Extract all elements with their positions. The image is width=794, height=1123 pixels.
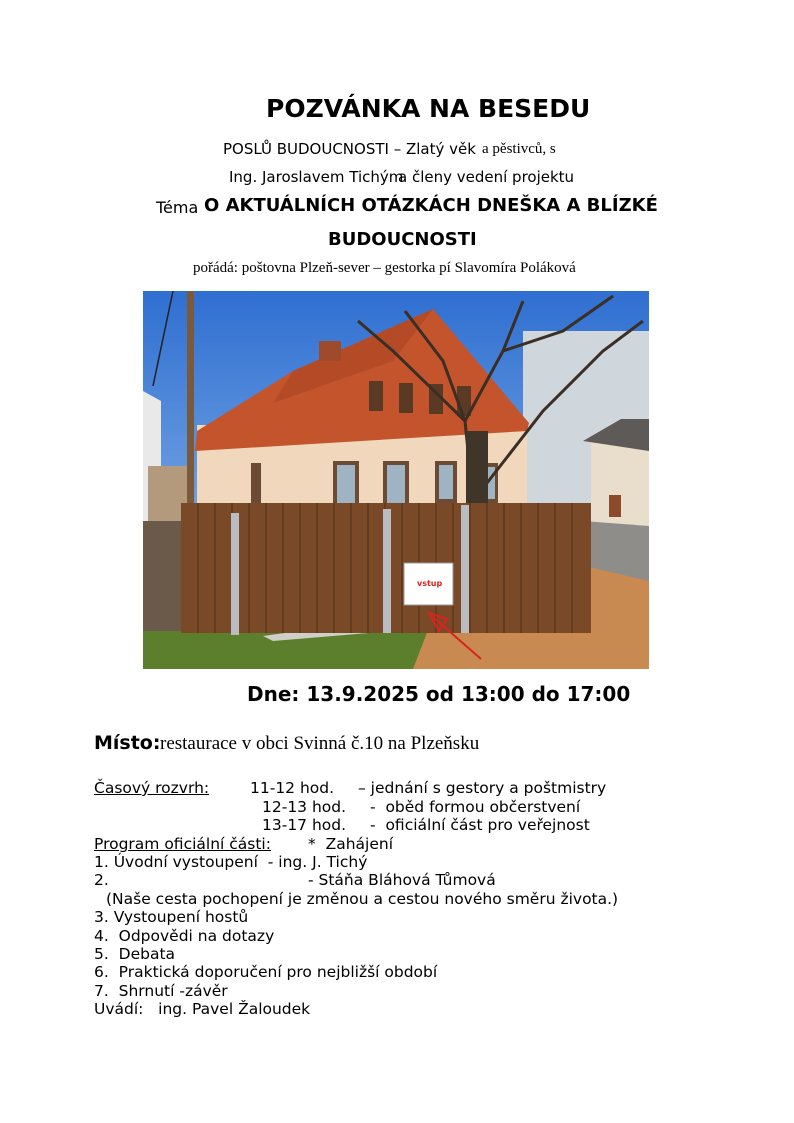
- subtitle-line: POSLŮ BUDOUCNOSTI – Zlatý věk: [223, 140, 476, 158]
- house-photo: [143, 291, 649, 669]
- schedule-time-1: 11-12 hod.: [250, 779, 335, 797]
- program-item-4: 4. Odpovědi na dotazy: [94, 927, 275, 945]
- program-item-2-note: (Naše cesta pochopení je změnou a cestou nového směru života.): [106, 890, 619, 908]
- program-item-5: 5. Debata: [94, 945, 176, 963]
- program-item-1: 1. Úvodní vystoupení - ing. J. Tichý: [94, 853, 368, 871]
- schedule-time-3: 13-17 hod.: [262, 816, 347, 834]
- schedule-label: Časový rozvrh:: [94, 779, 210, 797]
- topic-label: Téma: [156, 198, 199, 217]
- schedule-text-3: - oficiální část pro veřejnost: [370, 816, 590, 834]
- program-item-2: 2.: [94, 871, 109, 889]
- subtitle-overlap-text: a pěstivců, s: [482, 141, 556, 157]
- host-overlap-text: a členy vedení projektu: [398, 168, 575, 186]
- entrance-sign-text: vstup: [417, 579, 443, 588]
- place-label: Místo:: [94, 732, 161, 754]
- event-date: Dne: 13.9.2025 od 13:00 do 17:00: [247, 682, 631, 706]
- organizer-line: pořádá: poštovna Plzeň-sever – gestorka pí Slavomíra Poláková: [193, 260, 576, 276]
- program-item-2-speaker: - Stáňa Bláhová Tůmová: [308, 871, 496, 889]
- topic-line-1: O AKTUÁLNÍCH OTÁZKÁCH DNEŠKA A BLÍZKÉ: [204, 195, 658, 216]
- program-item-3: 3. Vystoupení hostů: [94, 908, 249, 926]
- program-item-6: 6. Praktická doporučení pro nejbližší období: [94, 963, 438, 981]
- program-opening: * Zahájení: [308, 835, 394, 853]
- presenter-line: Uvádí: ing. Pavel Žaloudek: [94, 1000, 311, 1018]
- program-label: Program oficiální části:: [94, 835, 271, 853]
- schedule-text-2: - oběd formou občerstvení: [370, 798, 581, 816]
- program-item-7: 7. Shrnutí -závěr: [94, 982, 228, 1000]
- place-value: restaurace v obci Svinná č.10 na Plzeňsku: [160, 733, 480, 754]
- schedule-text-1: – jednání s gestory a poštmistry: [358, 779, 607, 797]
- host-line: Ing. Jaroslavem Tichým: [229, 168, 404, 186]
- schedule-time-2: 12-13 hod.: [262, 798, 347, 816]
- page-title: POZVÁNKA NA BESEDU: [266, 94, 591, 123]
- topic-line-2: BUDOUCNOSTI: [328, 229, 477, 250]
